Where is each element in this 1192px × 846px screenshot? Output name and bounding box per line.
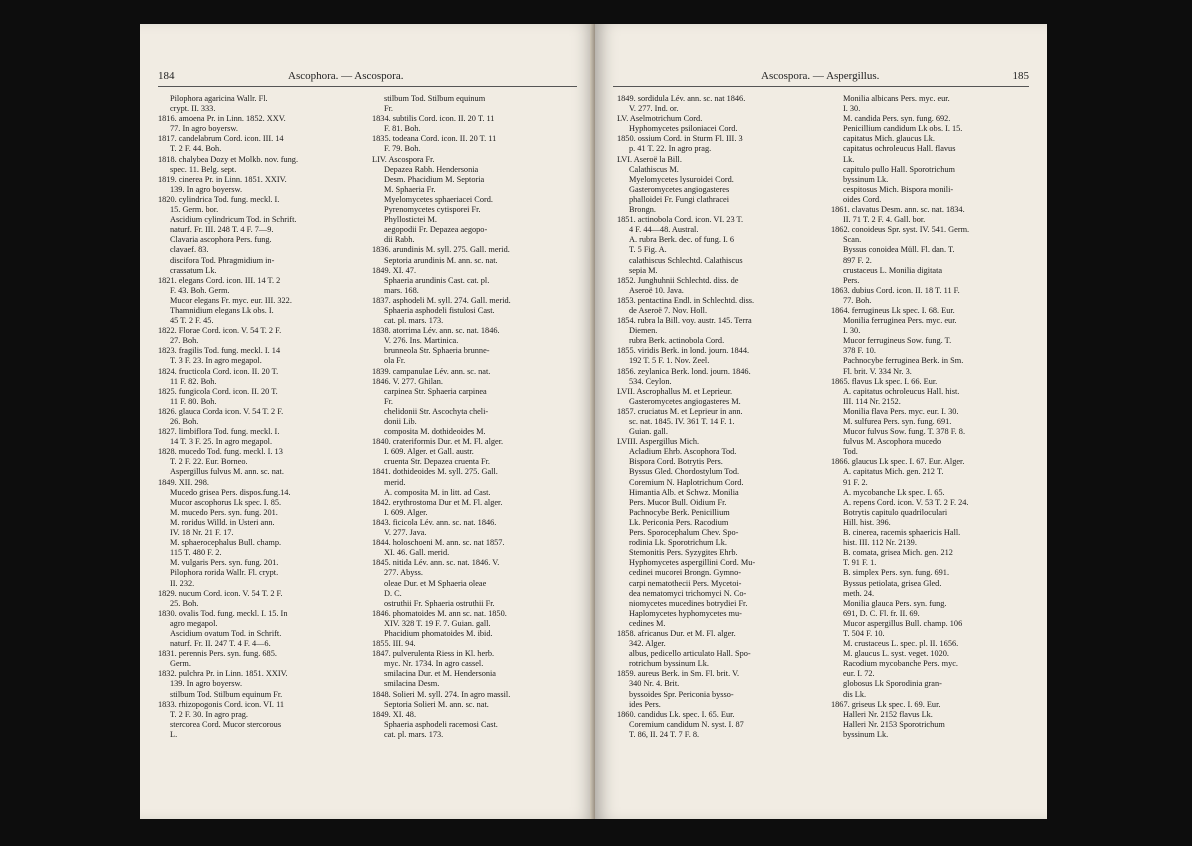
text-line: 45 T. 2 F. 45. bbox=[170, 316, 214, 326]
text-line: M. candida Pers. syn. fung. 692. bbox=[843, 114, 951, 124]
text-line: Halleri Nr. 2153 Sporotrichum bbox=[843, 719, 945, 729]
text-line: de Aseroë 7. Nov. Holl. bbox=[629, 305, 708, 315]
text-line: composita M. dothideoides M. bbox=[384, 427, 486, 437]
text-line: Myelomycetes lysuroidei Cord. bbox=[629, 174, 734, 184]
text-line: 378 F. 10. bbox=[843, 346, 876, 356]
text-line: 1817. candelabrum Cord. icon. III. 14 bbox=[158, 134, 284, 144]
text-line: 1821. elegans Cord. icon. III. 14 T. 2 bbox=[158, 275, 281, 285]
text-line: Calathiscus M. bbox=[629, 164, 679, 174]
text-line: 1846. V. 277. Ghilan. bbox=[372, 376, 443, 386]
text-line: discifora Tod. Phragmidium in- bbox=[170, 255, 275, 265]
text-line: 1836. arundinis M. syll. 275. Gall. merid. bbox=[372, 245, 510, 255]
text-line: byssinum Lk. bbox=[843, 174, 889, 184]
text-line: 1830. ovalis Tod. fung. meckl. I. 15. In bbox=[158, 608, 288, 618]
text-line: Clavaria ascophora Pers. fung. bbox=[170, 235, 272, 245]
text-line: phalloidei Fr. Fungi clathracei bbox=[629, 194, 729, 204]
text-line: Racodium mycobanche Pers. myc. bbox=[843, 659, 958, 669]
text-line: merid. bbox=[384, 477, 406, 487]
right-header-rule bbox=[613, 86, 1029, 87]
text-line: 1834. subtilis Cord. icon. II. 20 T. 11 bbox=[372, 114, 495, 124]
text-line: Pers. bbox=[843, 275, 860, 285]
text-line: Hyphomycetes aspergillini Cord. Mu- bbox=[629, 558, 756, 568]
text-line: crassatum Lk. bbox=[170, 265, 217, 275]
text-line: Aspergillus fulvus M. ann. sc. nat. bbox=[170, 467, 284, 477]
text-line: ostruthii Fr. Sphaeria ostruthii Fr. bbox=[384, 598, 495, 608]
left-page bbox=[140, 24, 595, 819]
text-line: I. 609. Alger. et Gall. austr. bbox=[384, 447, 474, 457]
text-line: 1820. cylindrica Tod. fung. meckl. I. bbox=[158, 194, 280, 204]
text-line: 1828. mucedo Tod. fung. meckl. I. 13 bbox=[158, 447, 283, 457]
text-line: Pachnocybe Berk. Penicillium bbox=[629, 507, 730, 517]
text-line: Botrytis capitulo quadriloculari bbox=[843, 507, 948, 517]
text-line: calathiscus Schlechtd. Calathiscus bbox=[629, 255, 743, 265]
text-line: 1851. actinobola Cord. icon. VI. 23 T. bbox=[617, 215, 744, 225]
text-line: L. bbox=[170, 729, 178, 739]
text-line: Ascidium ovatum Tod. in Schrift. bbox=[170, 628, 282, 638]
text-line: ides Pers. bbox=[629, 699, 661, 709]
text-line: 14 T. 3 F. 25. In agro megapol. bbox=[170, 437, 273, 447]
text-line: Pilophora rorida Wallr. Fl. crypt. bbox=[170, 568, 279, 578]
text-line: 26. Boh. bbox=[170, 417, 199, 426]
text-line: byssoides Spr. Periconia bysso- bbox=[629, 689, 734, 699]
text-line: T. 2 F. 30. In agro prag. bbox=[170, 709, 248, 719]
text-line: spec. 11. Belg. sept. bbox=[170, 164, 237, 174]
text-line: 897 F. 2. bbox=[843, 255, 872, 265]
text-line: A. repens Cord. icon. V. 53 T. 2 F. 24. bbox=[843, 497, 969, 507]
text-line: 15. Germ. bor. bbox=[170, 205, 219, 215]
text-line: Byssus Gled. Chordostylum Tod. bbox=[629, 467, 740, 477]
text-line: A. composita M. in litt. ad Cast. bbox=[384, 487, 491, 497]
text-line: M. sulfurea Pers. syn. fung. 691. bbox=[843, 417, 952, 426]
text-line: 1827. limbiflora Tod. fung. meckl. I. bbox=[158, 427, 280, 437]
text-line: 1863. dubius Cord. icon. II. 18 T. 11 F. bbox=[831, 285, 960, 295]
text-line: Mucor aspergillus Bull. champ. 106 bbox=[843, 618, 963, 628]
text-line: M. glaucus L. syst. veget. 1020. bbox=[843, 649, 950, 659]
text-line: Lk. bbox=[843, 154, 855, 164]
text-line: crypt. II. 333. bbox=[170, 104, 216, 114]
text-line: 1867. griseus Lk spec. I. 69. Eur. bbox=[831, 699, 941, 709]
text-line: M. crustaceus L. spec. pl. II. 1656. bbox=[843, 639, 959, 649]
text-line: Monilia albicans Pers. myc. eur. bbox=[843, 94, 950, 103]
text-line: M. sphaerocephalus Bull. champ. bbox=[170, 538, 282, 548]
text-line: 340 Nr. 4. Brit. bbox=[629, 679, 680, 689]
text-line: Hyphomycetes psiloniacei Cord. bbox=[629, 124, 738, 134]
text-line: M. vulgaris Pers. syn. fung. 201. bbox=[170, 558, 279, 568]
text-line: LVII. Ascrophallus M. et Leprieur. bbox=[617, 386, 733, 396]
text-line: Sphaeria asphodeli racemosi Cast. bbox=[384, 719, 498, 729]
text-line: LV. Aselmotrichum Cord. bbox=[617, 114, 703, 124]
text-line: 115 T. 480 F. 2. bbox=[170, 548, 222, 558]
text-line: 1865. flavus Lk spec. I. 66. Eur. bbox=[831, 376, 938, 386]
text-line: 1840. crateriformis Dur. et M. Fl. alger. bbox=[372, 437, 504, 447]
text-line: smilacina Dur. et M. Hendersonia bbox=[384, 669, 496, 679]
text-line: 1841. dothideoides M. syll. 275. Gall. bbox=[372, 467, 498, 477]
right-page-number: 185 bbox=[1012, 70, 1029, 82]
text-line: IV. 18 Nr. 21 F. 17. bbox=[170, 528, 234, 538]
text-line: T. 2 F. 44. Boh. bbox=[170, 144, 222, 154]
text-line: albus, pedicello articulato Hall. Spo- bbox=[629, 649, 751, 659]
text-line: Coremium candidum N. syst. I. 87 bbox=[629, 719, 744, 729]
text-line: myc. Nr. 1734. In agro cassel. bbox=[384, 659, 484, 669]
text-line: V. 276. Ins. Martinica. bbox=[384, 336, 459, 346]
text-line: Haplomycetes hyphomycetes mu- bbox=[629, 608, 742, 618]
text-line: rubra Berk. actinobola Cord. bbox=[629, 336, 725, 346]
left-page-header bbox=[158, 70, 577, 84]
text-line: 1819. cinerea Pr. in Linn. 1851. XXIV. bbox=[158, 174, 287, 184]
text-line: 342. Alger. bbox=[629, 639, 666, 649]
text-line: Fr. bbox=[384, 104, 393, 114]
text-line: rotrichum byssinum Lk. bbox=[629, 659, 709, 669]
text-line: carpinea Str. Sphaeria carpinea bbox=[384, 386, 487, 396]
text-line: 77. Boh. bbox=[843, 295, 872, 305]
text-line: Stemonitis Pers. Syzygites Ehrb. bbox=[629, 548, 738, 558]
text-line: T. 91 F. 1. bbox=[843, 558, 877, 568]
text-line: Himantia Alb. et Schwz. Monilia bbox=[629, 487, 739, 497]
text-line: capitatus Mich. glaucus Lk. bbox=[843, 134, 935, 144]
text-line: 1816. amoena Pr. in Linn. 1852. XXV. bbox=[158, 114, 286, 124]
text-line: 1831. perennis Pers. syn. fung. 685. bbox=[158, 649, 277, 659]
text-line: Byssus petiolata, grisea Gled. bbox=[843, 578, 942, 588]
text-line: T. 2 F. 22. Eur. Borneo. bbox=[170, 457, 248, 467]
text-line: 139. In agro boyersw. bbox=[170, 679, 243, 689]
text-line: 1849. XI. 48. bbox=[372, 709, 417, 719]
text-line: Septoria arundinis M. ann. sc. nat. bbox=[384, 255, 498, 265]
text-line: rodinia Lk. Sporotrichum Lk. bbox=[629, 538, 727, 548]
text-line: 192 T. 5 F. 1. Nov. Zeel. bbox=[629, 356, 710, 366]
text-line: stilbum Tod. Stilbum equinum bbox=[384, 94, 486, 103]
text-line: donii Lib. bbox=[384, 417, 417, 426]
text-line: 1854. rubra la Bill. voy. austr. 145. Terra bbox=[617, 316, 752, 326]
right-column-2 bbox=[831, 94, 1029, 740]
text-line: 1849. XI. 47. bbox=[372, 265, 417, 275]
text-line: clavaef. 83. bbox=[170, 245, 209, 255]
text-line: naturf. Fr. II. 247 T. 4 F. 4—6. bbox=[170, 639, 271, 649]
text-line: 534. Ceylon. bbox=[629, 376, 672, 386]
text-line: LIV. Ascospora Fr. bbox=[372, 154, 435, 164]
text-line: eur. I. 72. bbox=[843, 669, 875, 679]
text-line: Gasteromycetes angiogasteres bbox=[629, 184, 730, 194]
text-line: hist. III. 112 Nr. 2139. bbox=[843, 538, 917, 548]
text-line: 25. Boh. bbox=[170, 598, 199, 608]
text-line: F. 81. Boh. bbox=[384, 124, 421, 134]
text-line: Ascidium cylindricum Tod. in Schrift. bbox=[170, 215, 297, 225]
text-line: 1829. nucum Cord. icon. V. 54 T. 2 F. bbox=[158, 588, 283, 598]
text-line: A. capitatus ochroleucus Hall. hist. bbox=[843, 386, 960, 396]
text-line: LVI. Aseroë la Bill. bbox=[617, 154, 682, 164]
text-line: 1844. holoschoeni M. ann. sc. nat 1857. bbox=[372, 538, 505, 548]
text-line: dis Lk. bbox=[843, 689, 867, 699]
text-line: 1861. clavatus Desm. ann. sc. nat. 1834. bbox=[831, 205, 965, 215]
text-line: 77. In agro boyersw. bbox=[170, 124, 238, 134]
text-line: Lk. Periconia Pers. Racodium bbox=[629, 517, 729, 527]
text-line: 1860. candidus Lk. spec. I. 65. Eur. bbox=[617, 709, 735, 719]
text-line: T. 5 Fig. A. bbox=[629, 245, 667, 255]
right-column-1 bbox=[617, 94, 817, 740]
text-line: III. 114 Nr. 2152. bbox=[843, 396, 901, 406]
text-line: oides Cord. bbox=[843, 194, 882, 204]
text-line: Bispora Cord. Botrytis Pers. bbox=[629, 457, 723, 467]
text-line: A. mycobanche Lk spec. I. 65. bbox=[843, 487, 945, 497]
text-line: M. mucedo Pers. syn. fung. 201. bbox=[170, 507, 278, 517]
text-line: niomycetes mucedines botrydiei Fr. bbox=[629, 598, 748, 608]
text-line: Pers. Mucor Bull. Oidium Fr. bbox=[629, 497, 727, 507]
text-line: 1848. Solieri M. syll. 274. In agro massil. bbox=[372, 689, 511, 699]
text-line: 1849. sordidula Lév. ann. sc. nat 1846. bbox=[617, 94, 746, 103]
text-line: dea nematomyci trichomyci N. Co- bbox=[629, 588, 747, 598]
text-line: ola Fr. bbox=[384, 356, 406, 366]
text-line: I. 609. Alger. bbox=[384, 507, 428, 517]
text-line: 1846. phomatoides M. ann sc. nat. 1850. bbox=[372, 608, 507, 618]
text-line: stercorea Cord. Mucor stercorous bbox=[170, 719, 282, 729]
text-line: Byssus conoidea Müll. Fl. dan. T. bbox=[843, 245, 955, 255]
text-line: 691, D. C. Fl. fr. II. 69. bbox=[843, 608, 920, 618]
left-header-rule bbox=[158, 86, 577, 87]
text-line: Penicillium candidum Lk obs. I. 15. bbox=[843, 124, 963, 134]
text-line: cat. pl. mars. 173. bbox=[384, 729, 444, 739]
text-line: D. C. bbox=[384, 588, 402, 598]
text-line: 1862. conoideus Spr. syst. IV. 541. Germ. bbox=[831, 225, 970, 235]
text-line: Mucedo grisea Pers. dispos.fung.14. bbox=[170, 487, 291, 497]
text-line: 27. Boh. bbox=[170, 336, 199, 346]
text-line: cruenta Str. Depazea cruenta Fr. bbox=[384, 457, 490, 467]
text-line: 1856. zeylanica Berk. lond. journ. 1846. bbox=[617, 366, 751, 376]
left-running-title: Ascophora. — Ascospora. bbox=[288, 70, 404, 82]
text-line: Mucor ascophorus Lk spec. I. 85. bbox=[170, 497, 282, 507]
text-line: Thamnidium elegans Lk obs. I. bbox=[170, 305, 274, 315]
text-line: V. 277. Java. bbox=[384, 528, 427, 538]
text-line: Pachnocybe ferruginea Berk. in Sm. bbox=[843, 356, 964, 366]
text-line: Phacidium phomatoides M. ibid. bbox=[384, 628, 493, 638]
text-line: LVIII. Aspergillus Mich. bbox=[617, 437, 700, 447]
text-line: mars. 168. bbox=[384, 285, 419, 295]
text-line: aegopodii Fr. Depazea aegopo- bbox=[384, 225, 488, 235]
text-line: 1837. asphodeli M. syll. 274. Gall. merid. bbox=[372, 295, 511, 305]
left-column-1 bbox=[158, 94, 363, 740]
text-line: 1847. pulverulenta Riess in Kl. herb. bbox=[372, 649, 495, 659]
text-line: Sphaeria arundinis Cast. cat. pl. bbox=[384, 275, 490, 285]
text-line: Brongn. bbox=[629, 205, 656, 215]
text-line: 1855. viridis Berk. in lond. journ. 1844. bbox=[617, 346, 750, 356]
text-line: 1832. pulchra Pr. in Linn. 1851. XXIV. bbox=[158, 669, 288, 679]
text-line: T. 504 F. 10. bbox=[843, 628, 885, 638]
text-line: T. 3 F. 23. In agro megapol. bbox=[170, 356, 262, 366]
text-line: Fl. brit. V. 334 Nr. 3. bbox=[843, 366, 912, 376]
text-line: p. 41 T. 22. In agro prag. bbox=[629, 144, 712, 154]
text-line: I. 30. bbox=[843, 326, 861, 336]
text-line: 1853. pentactina Endl. in Schlechtd. diss. bbox=[617, 295, 755, 305]
text-line: 1843. ficicola Lév. ann. sc. nat. 1846. bbox=[372, 517, 497, 527]
text-line: chelidonii Str. Ascochyta cheli- bbox=[384, 406, 489, 416]
text-line: Guian. gall. bbox=[629, 427, 668, 437]
text-line: 1864. ferrugineus Lk spec. I. 68. Eur. bbox=[831, 305, 955, 315]
text-line: Pers. Sporocephalum Chev. Spo- bbox=[629, 528, 739, 538]
text-line: Aseroë 10. Java. bbox=[629, 285, 684, 295]
text-line: 1824. fructicola Cord. icon. II. 20 T. bbox=[158, 366, 279, 376]
text-line: 1857. cruciatus M. et Leprieur in ann. bbox=[617, 406, 743, 416]
text-line: Germ. bbox=[170, 659, 191, 669]
text-line: F. 79. Boh. bbox=[384, 144, 421, 154]
text-line: 1825. fungicola Cord. icon. II. 20 T. bbox=[158, 386, 278, 396]
text-line: sc. nat. 1845. IV. 361 T. 14 F. 1. bbox=[629, 417, 735, 426]
text-line: stilbum Tod. Stilbum equinum Fr. bbox=[170, 689, 283, 699]
text-line: 11 F. 82. Boh. bbox=[170, 376, 217, 386]
text-line: Fr. bbox=[384, 396, 393, 406]
text-line: Desm. Phacidium M. Septoria bbox=[384, 174, 485, 184]
text-line: Mucor ferrugineus Sow. fung. T. bbox=[843, 336, 952, 346]
text-line: agro megapol. bbox=[170, 618, 218, 628]
text-line: Monilia flava Pers. myc. eur. I. 30. bbox=[843, 406, 959, 416]
text-line: cedinei mucorei Brongn. Gymno- bbox=[629, 568, 741, 578]
text-line: capitatus ochroleucus Hall. flavus bbox=[843, 144, 956, 154]
text-line: Tod. bbox=[843, 447, 858, 457]
text-line: 1822. Florae Cord. icon. V. 54 T. 2 F. bbox=[158, 326, 282, 336]
text-line: cat. pl. mars. 173. bbox=[384, 316, 444, 326]
text-line: 4 F. 44—48. Austral. bbox=[629, 225, 699, 235]
text-line: crustaceus L. Monilia digitata bbox=[843, 265, 943, 275]
text-line: cedines M. bbox=[629, 618, 666, 628]
text-line: 1858. africanus Dur. et M. Fl. alger. bbox=[617, 628, 736, 638]
text-line: II. 71 T. 2 F. 4. Gall. bor. bbox=[843, 215, 926, 225]
text-line: Hill. hist. 396. bbox=[843, 517, 891, 527]
text-line: Coremium N. Haplotrichum Cord. bbox=[629, 477, 744, 487]
text-line: 139. In agro boyersw. bbox=[170, 184, 243, 194]
text-line: 1833. rhizopogonis Cord. icon. VI. 11 bbox=[158, 699, 285, 709]
text-line: V. 277. Ind. or. bbox=[629, 104, 679, 114]
text-line: XI. 46. Gall. merid. bbox=[384, 548, 450, 558]
text-line: oleae Dur. et M Sphaeria oleae bbox=[384, 578, 487, 588]
text-line: meth. 24. bbox=[843, 588, 875, 598]
text-line: Sphaeria asphodeli fistulosi Cast. bbox=[384, 305, 495, 315]
text-line: Monilia glauca Pers. syn. fung. bbox=[843, 598, 947, 608]
text-line: 1835. todeana Cord. icon. II. 20 T. 11 bbox=[372, 134, 497, 144]
text-line: Phyllosticteі M. bbox=[384, 215, 438, 225]
text-line: 1850. ossium Cord. in Sturm Fl. III. 3 bbox=[617, 134, 743, 144]
text-line: 1838. atorrima Lév. ann. sc. nat. 1846. bbox=[372, 326, 500, 336]
text-line: globosus Lk Sporodinia gran- bbox=[843, 679, 942, 689]
text-line: B. cinerea, racemis sphaericis Hall. bbox=[843, 528, 961, 538]
text-line: carpi nematothecii Pers. Mycetoi- bbox=[629, 578, 742, 588]
text-line: Pyrenomycetes cytisporei Fr. bbox=[384, 205, 481, 215]
text-line: A. rubra Berk. dec. of fung. I. 6 bbox=[629, 235, 735, 245]
text-line: naturf. Fr. III. 248 T. 4 F. 7—9. bbox=[170, 225, 274, 235]
text-line: 1852. Junghuhnii Schlechtd. diss. de bbox=[617, 275, 739, 285]
text-line: II. 232. bbox=[170, 578, 195, 588]
text-line: 1859. aureus Berk. in Sm. Fl. brit. V. bbox=[617, 669, 740, 679]
text-line: 91 F. 2. bbox=[843, 477, 868, 487]
text-line: 1845. nitida Lév. ann. sc. nat. 1846. V. bbox=[372, 558, 500, 568]
text-line: 1855. III. 94. bbox=[372, 639, 416, 649]
text-line: Mucor fulvus Sow. fung. T. 378 F. 8. bbox=[843, 427, 966, 437]
text-line: Depazea Rabh. Hendersonia bbox=[384, 164, 479, 174]
text-line: Acladium Ehrb. Ascophora Tod. bbox=[629, 447, 737, 457]
text-line: smilacina Desm. bbox=[384, 679, 440, 689]
text-line: B. simplex Pers. syn. fung. 691. bbox=[843, 568, 950, 578]
text-line: T. 86, II. 24 T. 7 F. 8. bbox=[629, 729, 700, 739]
text-line: XIV. 328 T. 19 F. 7. Guian. gall. bbox=[384, 618, 491, 628]
left-column-2 bbox=[372, 94, 577, 740]
right-page-header bbox=[613, 70, 1029, 84]
text-line: M. Sphaeria Fr. bbox=[384, 184, 436, 194]
text-line: Gasteromycetes angiogasteres M. bbox=[629, 396, 741, 406]
text-line: Septoria Solieri M. ann. sc. nat. bbox=[384, 699, 489, 709]
left-page-number: 184 bbox=[158, 70, 175, 82]
text-line: capitulo pullo Hall. Sporotrichum bbox=[843, 164, 955, 174]
text-line: 1842. erythrostoma Dur et M. Fl. alger. bbox=[372, 497, 503, 507]
text-line: B. comata, grisea Mich. gen. 212 bbox=[843, 548, 953, 558]
text-line: Monilia ferruginea Pers. myc. eur. bbox=[843, 316, 957, 326]
right-page bbox=[595, 24, 1047, 819]
text-line: 1826. glauca Corda icon. V. 54 T. 2 F. bbox=[158, 406, 284, 416]
text-line: Myelomycetes sphaeriacei Cord. bbox=[384, 194, 493, 204]
text-line: 1866. glaucus Lk spec. I. 67. Eur. Alger. bbox=[831, 457, 965, 467]
text-line: M. roridus Willd. in Usteri ann. bbox=[170, 517, 275, 527]
text-line: I. 30. bbox=[843, 104, 861, 114]
text-line: 11 F. 80. Boh. bbox=[170, 396, 217, 406]
text-line: 1818. chalybea Dozy et Molkb. nov. fung. bbox=[158, 154, 299, 164]
text-line: Scan. bbox=[843, 235, 862, 245]
text-line: dii Rabh. bbox=[384, 235, 415, 245]
text-line: cespitosus Mich. Bispora monili- bbox=[843, 184, 954, 194]
text-line: Pilophora agaricina Wallr. Fl. bbox=[170, 94, 268, 103]
text-line: Diemen. bbox=[629, 326, 658, 336]
right-running-title: Ascospora. — Aspergillus. bbox=[761, 70, 880, 82]
text-line: 277. Abyss. bbox=[384, 568, 423, 578]
text-line: Halleri Nr. 2152 flavus Lk. bbox=[843, 709, 933, 719]
text-line: sepia M. bbox=[629, 265, 658, 275]
text-line: 1849. XII. 298. bbox=[158, 477, 209, 487]
text-line: Mucor elegans Fr. myc. eur. III. 322. bbox=[170, 295, 292, 305]
text-line: F. 43. Boh. Germ. bbox=[170, 285, 230, 295]
text-line: fulvus M. Ascophora mucedo bbox=[843, 437, 942, 447]
text-line: brunneola Str. Sphaeria brunne- bbox=[384, 346, 490, 356]
text-line: 1839. campanulae Lév. ann. sc. nat. bbox=[372, 366, 491, 376]
text-line: A. capitatus Mich. gen. 212 T. bbox=[843, 467, 944, 477]
text-line: 1823. fragilis Tod. fung. meckl. I. 14 bbox=[158, 346, 281, 356]
text-line: byssinum Lk. bbox=[843, 729, 889, 739]
